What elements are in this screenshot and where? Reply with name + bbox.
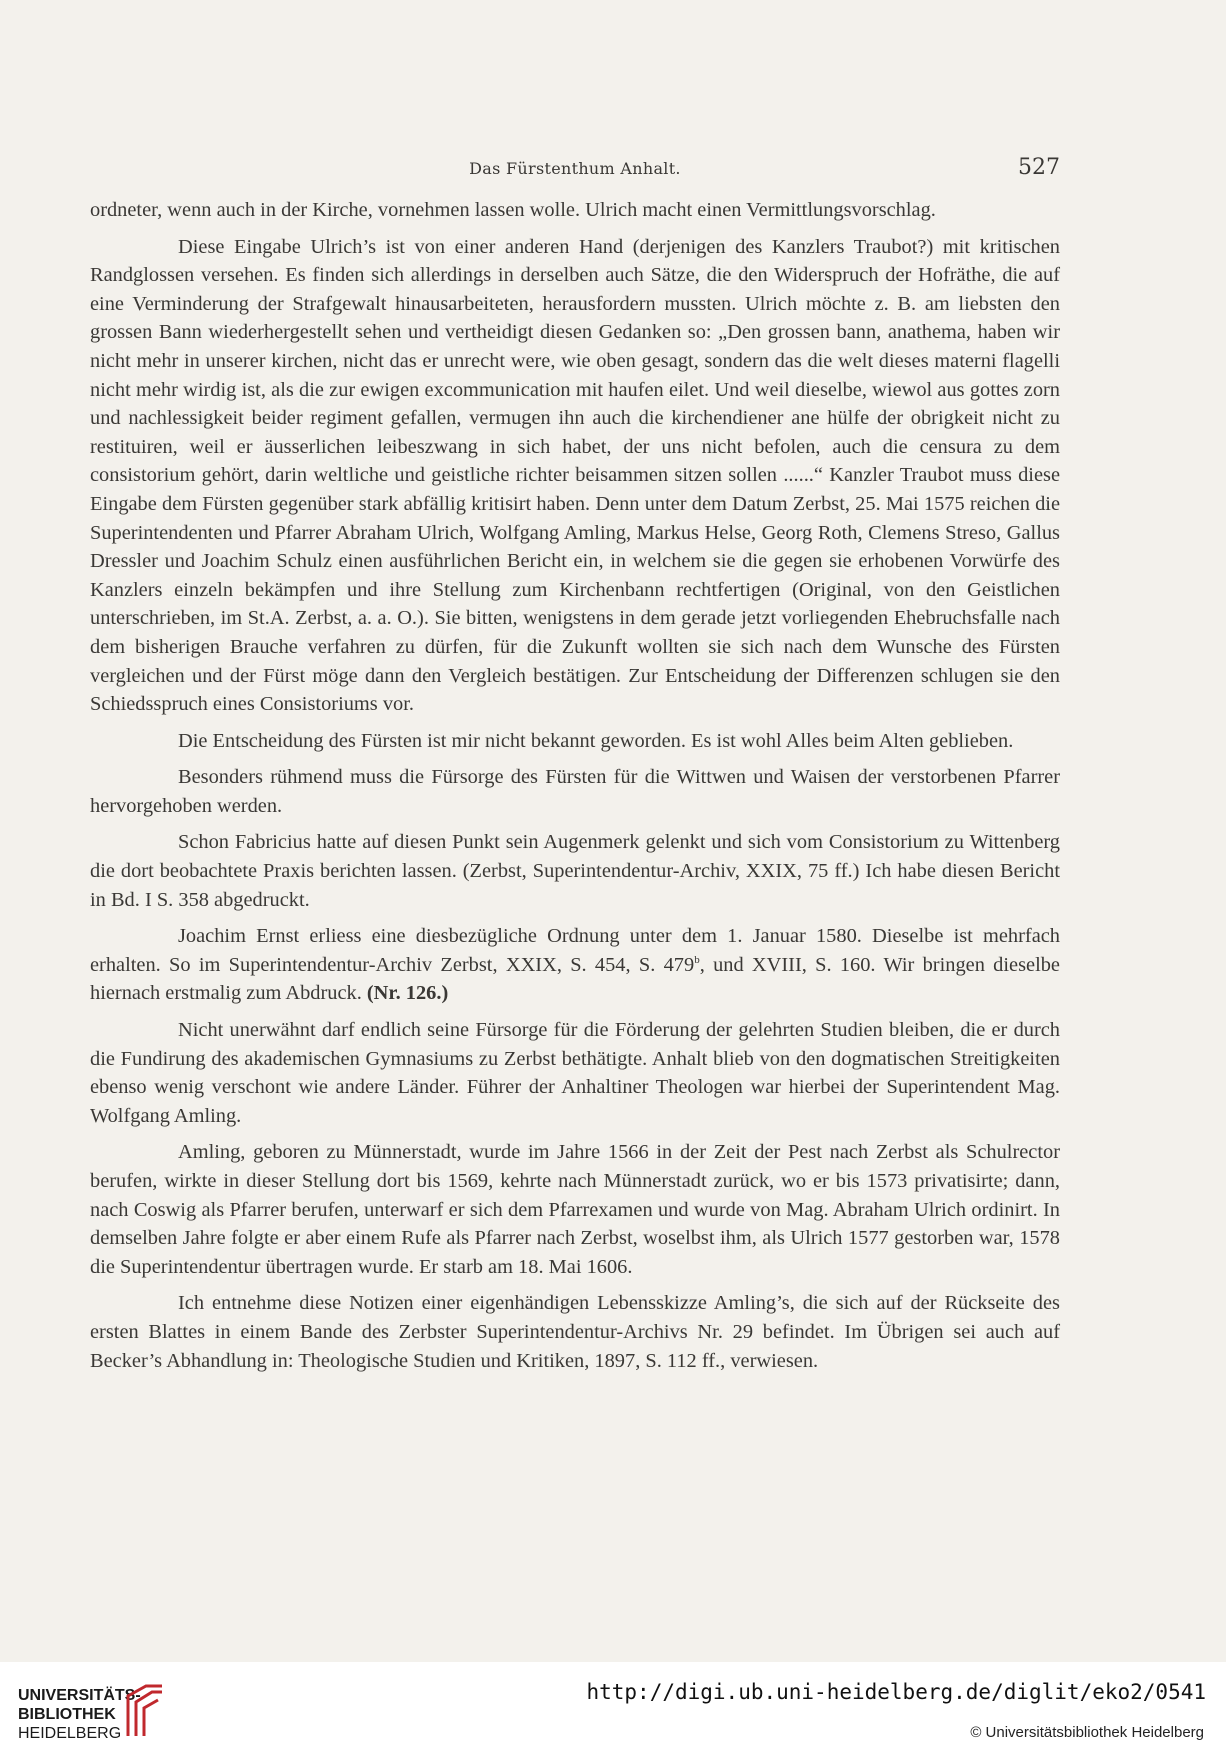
- library-line-3: HEIDELBERG: [18, 1725, 122, 1742]
- document-reference: (Nr. 126.): [366, 982, 449, 1005]
- running-header: [90, 155, 1060, 185]
- paragraph-fuersorge: Besonders rühmend muss die Fürsorge des Fürsten für die Wittwen und Waisen der verstorbenen Pfarrer hervorgehoben werden.: [90, 766, 1060, 817]
- page-number: 527: [1018, 155, 1060, 180]
- paragraph-fabricius: Schon Fabricius hatte auf diesen Punkt sein Augenmerk gelenkt und sich vom Consistorium zu Wittenberg die dort beobachtete Praxis berichten lassen. (Zerbst, Superintendentur-Archiv, XXIX, 75 ff.) Ich habe diesen Bericht in Bd. I S. 358 abgedruckt.: [90, 831, 1060, 911]
- body-text: [90, 196, 1060, 1375]
- paragraph-studien: Nicht unerwähnt darf endlich seine Fürsorge für die Förderung der gelehrten Studien bleiben, die er durch die Fundirung des akademischen Gymnasiums zu Zerbst bethätigte. Anhalt blieb von den dogmatischen Streitigkeiten ebenso wenig verschont wie andere Länder. Führer der Anhaltiner Theologen war hierbei der Superintendent Mag. Wolfgang Amling.: [90, 1019, 1060, 1127]
- paragraph-entscheidung: Die Entscheidung des Fürsten ist mir nicht bekannt geworden. Es ist wohl Alles beim Alten geblieben.: [178, 729, 1014, 752]
- superscript-b: b: [694, 954, 700, 967]
- library-line-1: UNIVERSITÄTS-: [18, 1687, 141, 1704]
- copyright-notice: © Universitätsbibliothek Heidelberg: [970, 1724, 1204, 1741]
- paragraph-joachim: [90, 922, 1060, 1008]
- paragraph-continuation: ordneter, wenn auch in der Kirche, vornehmen lassen wolle. Ulrich macht einen Vermittlungsvorschlag.: [90, 199, 936, 221]
- joachim-text-a: Joachim Ernst erliess eine diesbezügliche Ordnung unter dem 1. Januar 1580. Dieselbe ist mehrfach erhalten. So im Superintendentur-Archiv Zerbst, XXIX, S. 454, S. 479: [90, 925, 1060, 976]
- paragraph-eingabe: Diese Eingabe Ulrich’s ist von einer anderen Hand (derjenigen des Kanzlers Traubot?) mit kritischen Randglossen versehen. Es finden sich allerdings in derselben auch Sätze, die den Widerspruch der Hofräthe, die auf eine Verminderung der Strafgewalt hinausarbeiteten, herausfordern mussten. Ulrich möchte z. B. am liebsten den grossen Bann wiederhergestellt sehen und vertheidigt diesen Gedanken so: „Den grossen bann, anathema, haben wir nicht mehr in unserer kirchen, nicht das er unrecht were, wie oben gesagt, sondern das die welt dieses materni flagelli nicht mehr wirdig ist, als die zur ewigen excommunication mit haufen eilet. Und weil dieselbe, wiewol aus gottes zorn und nachlessigkeit beider regiment gefallen, vermugen ihn auch die kirchendiener ane hülfe der obrigkeit nicht zu restituiren, weil er äusserlichen leibeszwang in sich habet, der uns nicht befolen, auch die censura zu dem consistorium gehört, darin weltliche und geistliche richter beisammen sitzen sollen ......“ Kanzler Traubot muss diese Eingabe dem Fürsten gegenüber stark abfällig kritisirt haben. Denn unter dem Datum Zerbst, 25. Mai 1575 reichen die Superintendenten und Pfarrer Abraham Ulrich, Wolfgang Amling, Markus Helse, Georg Roth, Clemens Streso, Gallus Dressler und Joachim Schulz einen ausführlichen Bericht ein, in welchem sie die gegen sie erhobenen Vorwürfe des Kanzlers einzeln bekämpfen und ihre Stellung zum Kirchenbann rechtfertigen (Original, von den Geistlichen unterschrieben, im St.A. Zerbst, a. a. O.). Sie bitten, wenigstens in dem gerade jetzt vorliegenden Ehebruchsfalle nach dem bisherigen Brauche verfahren zu dürfen, für die Zukunft wollten sie sich nach dem Wunsche des Fürsten vergleichen und der Fürst möge dann den Vergleich bestätigen. Zur Entscheidung der Differenzen schlugen sie den Schiedsspruch eines Consistoriums vor.: [90, 235, 1060, 716]
- library-line-2: BIBLIOTHEK: [18, 1706, 116, 1723]
- page-url-link[interactable]: http://digi.ub.uni-heidelberg.de/diglit/eko2/0541: [586, 1680, 1206, 1704]
- digitization-footer: [0, 1662, 1226, 1757]
- paragraph-amling: Amling, geboren zu Münnerstadt, wurde im Jahre 1566 in der Zeit der Pest nach Zerbst als Schulrector berufen, wirkte in dieser Stellung dort bis 1569, kehrte nach Münnerstadt zurück, wo er bis 1573 privatisirte; dann, nach Coswig als Pfarrer berufen, unterwarf er sich dem Pfarrexamen und wurde von Mag. Abraham Ulrich ordinirt. In demselben Jahre folgte er aber einem Rufe als Pfarrer nach Zerbst, woselbst ihm, als Ulrich 1577 gestorben war, 1578 die Superintendentur übertragen wurde. Er starb am 18. Mai 1606.: [90, 1141, 1060, 1278]
- joachim-text-b: , und XVIII, S. 160. Wir bringen dieselbe hiernach erstmalig zum Abdruck.: [90, 953, 1060, 1005]
- running-title: Das Fürstenthum Anhalt.: [469, 159, 681, 178]
- library-logo-icon: [122, 1682, 168, 1742]
- paragraph-notizen: Ich entnehme diese Notizen einer eigenhändigen Lebensskizze Amling’s, die sich auf der Rückseite des ersten Blattes in einem Bande des Zerbster Superintendentur-Archivs Nr. 29 befindet. Im Übrigen sei auch auf Becker’s Abhandlung in: Theologische Studien und Kritiken, 1897, S. 112 ff., verwiesen.: [90, 1292, 1060, 1372]
